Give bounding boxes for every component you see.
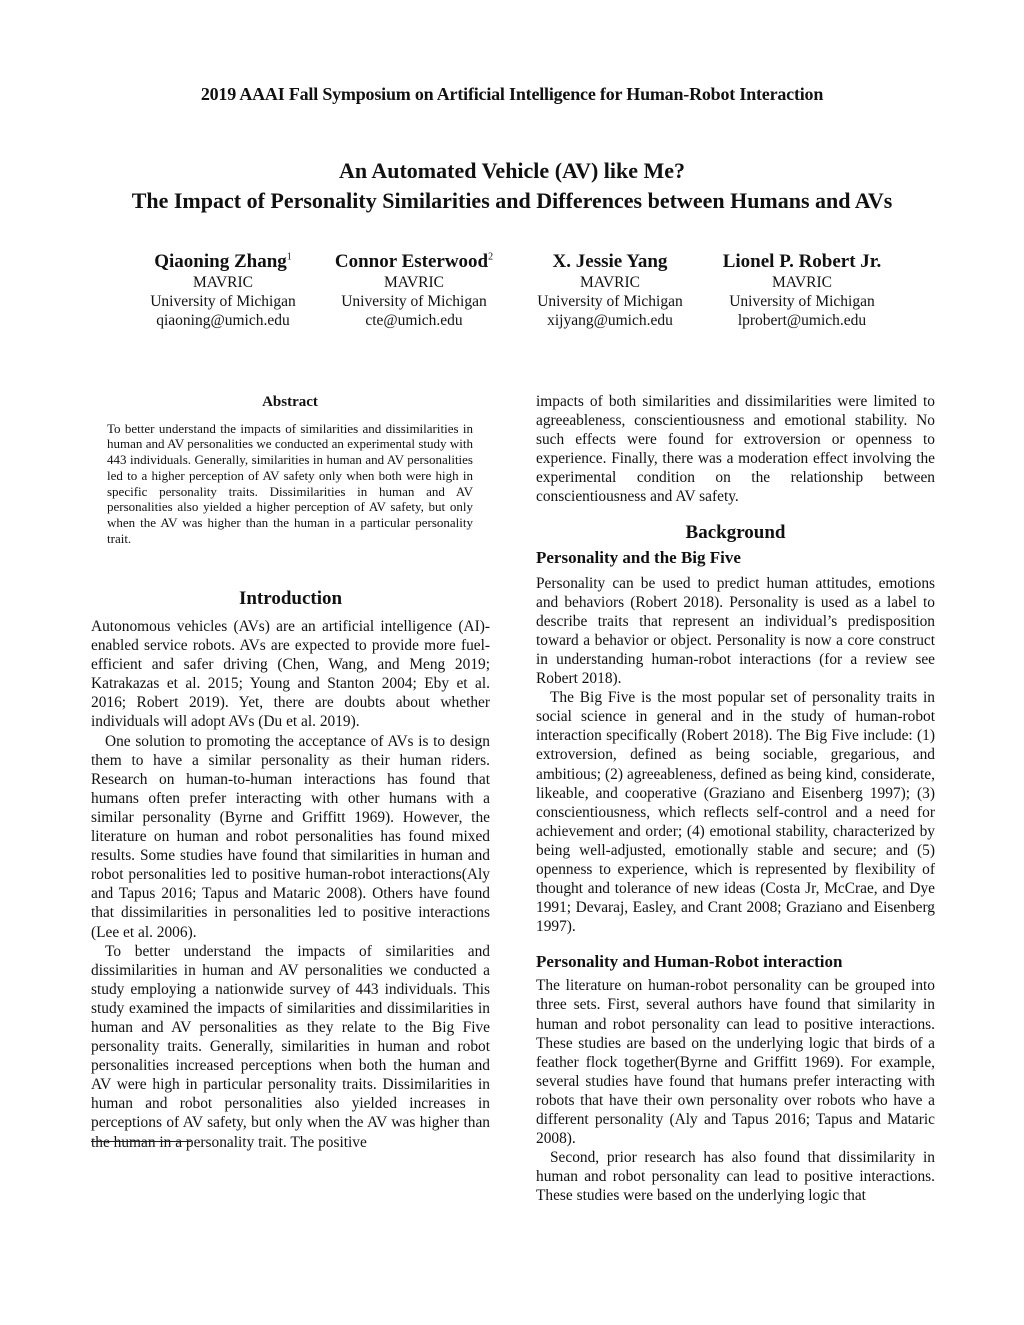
abstract-block (107, 395, 473, 546)
author-university: University of Michigan (341, 293, 487, 310)
author-affiliation: MAVRIC (192, 274, 253, 291)
author-email: cte@umich.edu (365, 312, 463, 329)
author-email: qiaoning@umich.edu (156, 312, 290, 329)
hri-paragraph-2: Second, prior research has also found that dissimilarity in human and robot personality can lead to positive interactions. These studies were based on the underlying logic that (536, 1149, 935, 1205)
author-name: Connor Esterwood (334, 251, 489, 272)
intro-continuation: impacts of both similarities and dissimilarities were limited to agreeableness, conscientiousness and emotional stability. No such effects were found for extroversion or openness to experience. Finally, there was a moderation effect involving the experimental condition on the relationship between conscientiousness and AV safety. (536, 393, 935, 506)
left-column (91, 587, 490, 1152)
title-line-2: The Impact of Personality Similarities and Differences between Humans and AVs (131, 188, 893, 213)
big-five-paragraph-2: The Big Five is the most popular set of personality traits in social science in general and in the study of human-robot interaction specifically (Robert 2018). The Big Five include: (1) extroversion, defined as being sociable, gregarious, and ambitious; (2) agreeableness, defined as being kind, considerate, likeable, and cooperative (Graziano and Eisenberg 1997); (3) conscientiousness, which reflects self-control and a need for achievement and order; (4) emotional stability, characterized by being well-adjusted, emotionally stable and secure; and (5) openness to experience, which is represented by flexibility of thought and tolerance of new ideas (Costa Jr, McCrae, and Dye 1991; Devaraj, Easley, and Crant 2008; Graziano and Eisenberg 1997). (536, 689, 935, 936)
author-1 (128, 251, 318, 330)
author-name: X. Jessie Yang (552, 251, 668, 272)
intro-paragraph-2: One solution to promoting the acceptance of AVs is to design them to have a similar personality as their human riders. Research on human-to-human interactions has found that humans often prefer interacting with other humans with a similar personality (Byrne and Griffitt 1969). However, the literature on human and robot personalities has found mixed results. Some studies have found that similarities in human and robot personalities led to positive human-robot interactions(Aly and Tapus 2016; Tapus and Mataric 2008). Others have found that dissimilarities in personalities led to positive interactions (Lee et al. 2006). (91, 732, 490, 941)
footnote-rule (91, 1141, 191, 1142)
author-university: University of Michigan (537, 293, 683, 310)
paper-title (0, 156, 1024, 216)
big-five-paragraph-1: Personality can be used to predict human attitudes, emotions and behaviors (Robert 2018). Personality is used as a label to describe traits that represent an individual’s predisposition toward a behavior or object. Personality is now a core construct in understanding human-robot interactions (for a review see Robert 2018). (536, 574, 935, 688)
author-3 (512, 251, 708, 330)
abstract-heading: Abstract (262, 394, 318, 410)
subsection-heading-hri: Personality and Human-Robot interaction (536, 952, 843, 972)
author-email: xijyang@umich.edu (547, 312, 673, 329)
hri-paragraph-1: The literature on human-robot personality can be grouped into three sets. First, several authors have found that similarity in human and robot personality can lead to positive interactions. These studies are based on the underlying logic that birds of a feather flock together(Byrne and Griffitt 1969). For example, several studies have found that humans prefer interacting with robots that have their own personality over robots who have a different personality (Aly and Tapus 2016; Tapus and Mataric 2008). (536, 977, 935, 1148)
author-4 (704, 251, 900, 330)
background-heading: Background (685, 521, 786, 543)
author-university: University of Michigan (150, 293, 296, 310)
venue-header: 2019 AAAI Fall Symposium on Artificial Intelligence for Human-Robot Interaction (200, 84, 824, 104)
right-column (536, 392, 935, 1205)
title-line-1: An Automated Vehicle (AV) like Me? (338, 158, 686, 183)
intro-paragraph-1: Autonomous vehicles (AVs) are an artificial intelligence (AI)-enabled service robots. AVs are expected to provide more fuel-efficient and safer driving (Chen, Wang, and Meng 2019; Katrakazas et al. 2015; Young and Stanton 2004; Eby et al. 2016; Robert 2019). Yet, there are doubts about whether individuals will adopt AVs (Du et al. 2019). (91, 618, 490, 731)
intro-paragraph-3: To better understand the impacts of similarities and dissimilarities in human and AV personalities we conducted a study employing a nationwide survey of 443 individuals. This study examined the impacts of similarities and dissimilarities in human and AV personalities as they relate to the Big Five personality traits. Generally, similarities in human and robot personalities increased perceptions when both the human and AV were high in particular personality traits. Dissimilarities in human and robot personalities also yielded increases in perceptions of AV safety, but only when the AV was higher than the human in a personality trait. The positive (91, 942, 490, 1151)
author-affiliation: MAVRIC (771, 274, 832, 291)
author-name: Qiaoning Zhang (154, 251, 287, 272)
abstract-text: To better understand the impacts of similarities and dissimilarities in human and AV personalities we conducted an experimental study with 443 individuals. Generally, similarities in human and AV personalities led to a higher perception of AV safety only when both were high in specific personality traits. Dissimilarities in human and AV personalities also yielded a higher perception of AV safety, but only when the AV was higher than the human in a particular personality trait. (107, 420, 473, 546)
author-footnote-mark: 1 (286, 251, 292, 263)
author-university: University of Michigan (729, 293, 875, 310)
author-footnote-mark: 2 (488, 251, 494, 263)
author-affiliation: MAVRIC (579, 274, 640, 291)
author-email: lprobert@umich.edu (737, 312, 867, 329)
author-2 (314, 251, 514, 330)
author-affiliation: MAVRIC (383, 274, 444, 291)
introduction-heading: Introduction (238, 588, 343, 609)
author-name: Lionel P. Robert Jr. (722, 251, 882, 272)
subsection-heading-big-five: Personality and the Big Five (536, 547, 741, 567)
